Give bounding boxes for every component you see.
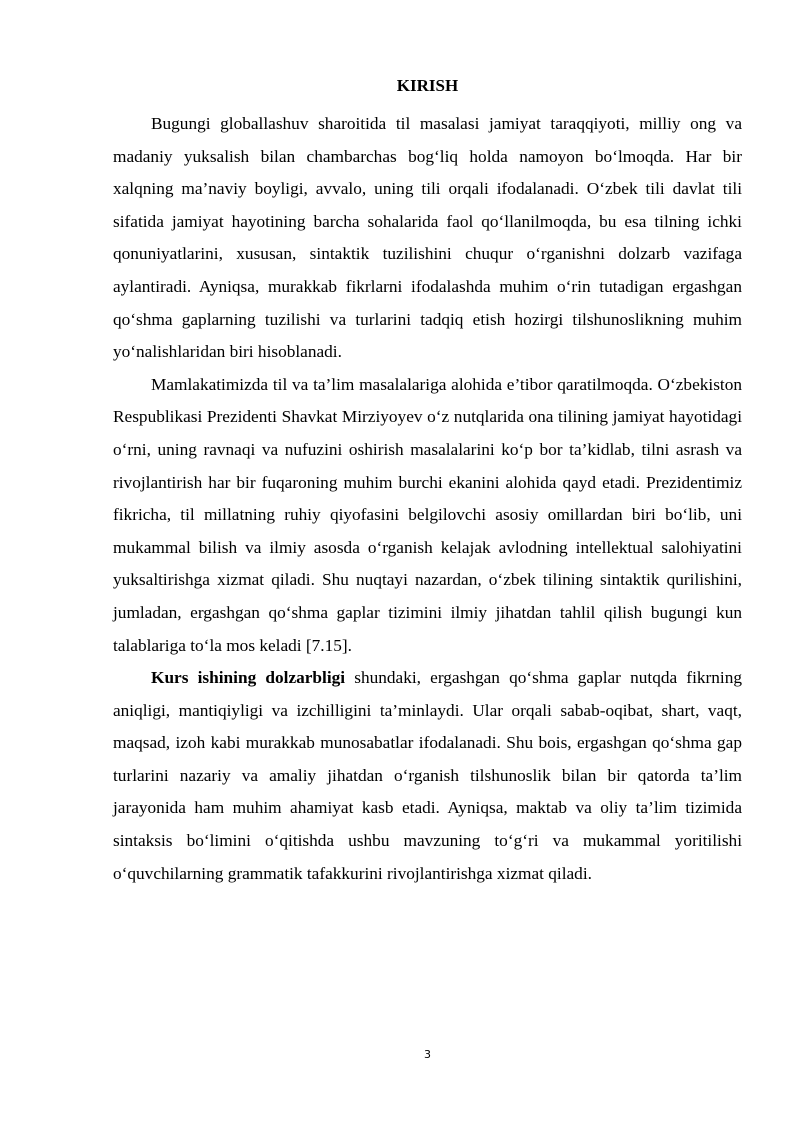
- page-number: 3: [424, 1048, 431, 1061]
- paragraph-lead: Kurs ishining dolzarbligi: [151, 668, 346, 688]
- paragraph-text: shundaki, ergashgan qo‘shma gaplar nutqda fikrning aniqligi, mantiqiyligi va izchilligini ta’minlaydi. Ular orqali sabab-oqibat, shart, vaqt, maqsad, izoh kabi murakkab munosabatlar ifodalanadi. Shu bois, ergashgan qo‘shma gap turlarini nazariy va amaliy jihatdan o‘rganish tilshunoslik bilan bir qatorda ta’lim jarayonida ham muhim ahamiyat kasb etadi. Ayniqsa, maktab va oliy ta’lim tizimida sintaksis bo‘limini o‘qitishda ushbu mavzuning to‘g‘ri va mukammal yoritilishi o‘quvchilarning grammatik tafakkurini rivojlantirishga xizmat qiladi.: [113, 668, 742, 883]
- document-page: [113, 74, 742, 890]
- paragraph-policy: [113, 369, 742, 662]
- paragraph-relevance: [113, 662, 742, 890]
- paragraph-intro: [113, 108, 742, 369]
- section-title: KIRISH: [396, 76, 459, 95]
- paragraph-text: Bugungi globallashuv sharoitida til masalasi jamiyat taraqqiyoti, milliy ong va madaniy yuksalish bilan chambarchas bog‘liq holda namoyon bo‘lmoqda. Har bir xalqning ma’naviy boyligi, avvalo, uning tili orqali ifodalanadi. O‘zbek tili davlat tili sifatida jamiyat hayotining barcha sohalarida faol qo‘llanilmoqda, bu esa tilning ichki qonuniyatlarini, xususan, sintaktik tuzilishini chuqur o‘rganishni dolzarb vazifaga aylantiradi. Ayniqsa, murakkab fikrlarni ifodalashda muhim o‘rin tutadigan ergashgan qo‘shma gaplarning tuzilishi va turlarini tadqiq etish hozirgi tilshunoslikning muhim yo‘nalishlaridan biri hisoblanadi.: [113, 114, 742, 362]
- paragraph-text: Mamlakatimizda til va ta’lim masalalariga alohida e’tibor qaratilmoqda. O‘zbekiston Respublikasi Prezidenti Shavkat Mirziyoyev o‘z nutqlarida ona tilining jamiyat hayotidagi o‘rni, uning ravnaqi va nufuzini oshirish masalalarini ko‘p bor ta’kidlab, tilni asrash va rivojlantirish har bir fuqaroning muhim burchi ekanini alohida qayd etadi. Prezidentimiz fikricha, til millatning ruhiy qiyofasini belgilovchi asosiy omillardan biri bo‘lib, uni mukammal bilish va ilmiy asosda o‘rganish kelajak avlodning intellektual salohiyatini yuksaltirishga xizmat qiladi. Shu nuqtayi nazardan, o‘zbek tilining sintaktik qurilishini, jumladan, ergashgan qo‘shma gaplar tizimini ilmiy jihatdan tahlil qilish bugungi kun talablariga to‘la mos keladi [7.15].: [113, 374, 742, 655]
